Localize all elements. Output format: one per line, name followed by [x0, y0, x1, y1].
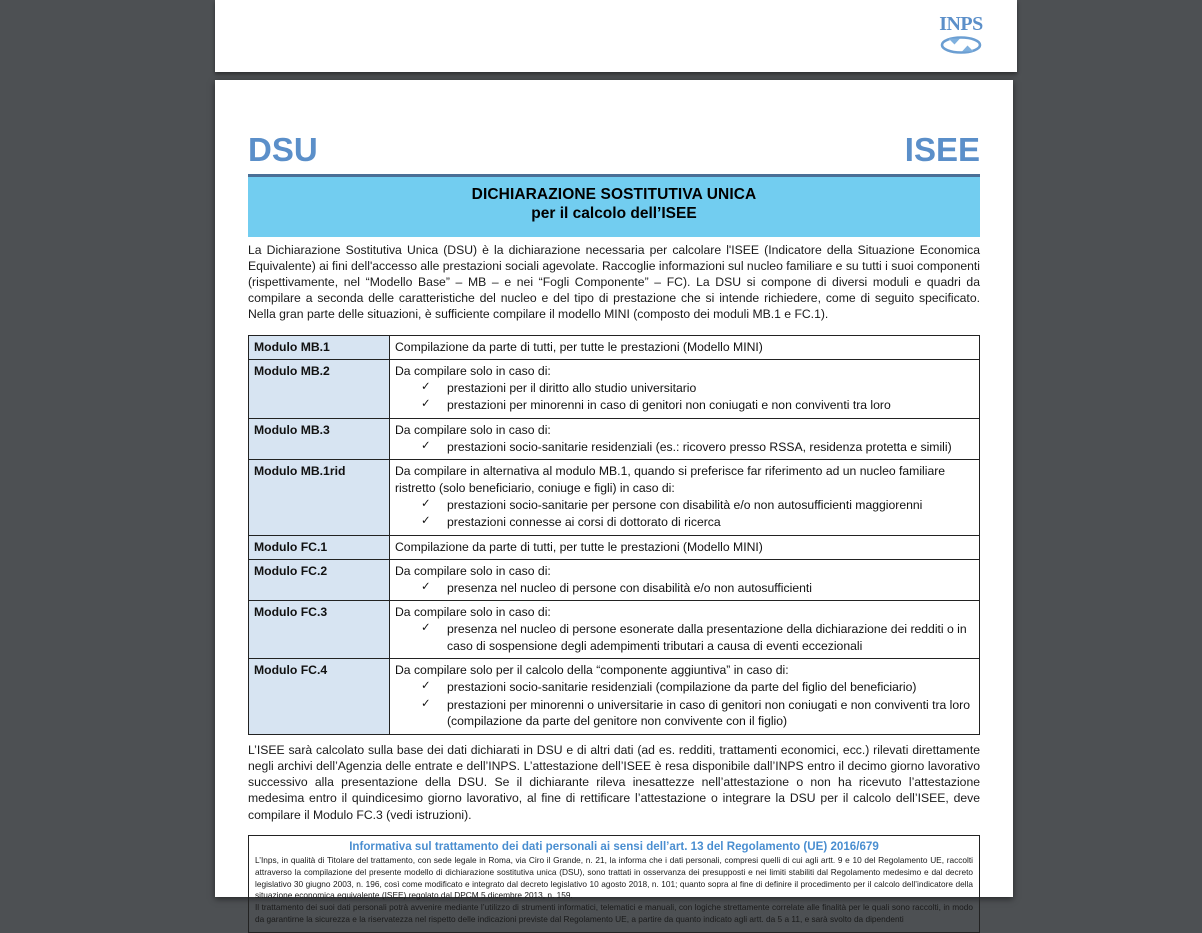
- check-icon: ✓: [421, 440, 431, 453]
- table-row: [249, 418, 980, 460]
- module-name-cell: Modulo MB.1rid: [249, 460, 390, 535]
- module-lead-text: Da compilare solo in caso di:: [395, 563, 551, 578]
- module-name-cell: Modulo MB.1: [249, 335, 390, 359]
- module-name-cell: Modulo FC.2: [249, 559, 390, 601]
- module-lead-text: Da compilare solo in caso di:: [395, 363, 551, 378]
- module-check-list: [395, 580, 974, 596]
- privacy-paragraph-2: Il trattamento dei suoi dati personali potrà avvenire mediante l’utilizzo di strumenti informatici, telematici e manuali, con logiche strettamente correlate alle finalità per le quali sono raccolti, in modo da garantirne la sicurezza e la riservatezza nel rispetto delle indicazioni previste dal Regolamento UE, a partire da quanto indicato agli artt. da 5 a 11, e sarà svolto da dipendenti: [255, 902, 973, 925]
- module-check-list: [395, 679, 974, 729]
- banner-title-line2: per il calcolo dell’ISEE: [531, 205, 697, 223]
- module-desc-cell: [390, 559, 980, 601]
- module-desc-cell: [390, 601, 980, 659]
- list-item-text: prestazioni per minorenni in caso di genitori non coniugati e non conviventi tra loro: [447, 398, 891, 413]
- list-item: [421, 497, 974, 513]
- document-page: [215, 80, 1013, 925]
- document-banner: [248, 174, 980, 237]
- check-icon: ✓: [421, 380, 431, 393]
- module-desc-cell: [390, 460, 980, 535]
- check-icon: ✓: [421, 622, 431, 635]
- module-check-list: [395, 439, 974, 455]
- privacy-notice-title: Informativa sul trattamento dei dati personali ai sensi dell’art. 13 del Regolamento (UE) 2016/679: [349, 840, 879, 854]
- check-icon: ✓: [421, 580, 431, 593]
- module-desc-cell: [390, 535, 980, 559]
- module-lead-text: Compilazione da parte di tutti, per tutte le prestazioni (Modello MINI): [395, 339, 763, 354]
- table-row: [249, 601, 980, 659]
- check-icon: ✓: [421, 515, 431, 528]
- list-item-text: presenza nel nucleo di persone con disabilità e/o non autosufficienti: [447, 580, 812, 595]
- module-desc-cell: [390, 359, 980, 418]
- table-row: [249, 559, 980, 601]
- table-row: [249, 335, 980, 359]
- banner-title-line1: DICHIARAZIONE SOSTITUTIVA UNICA: [471, 186, 757, 203]
- check-icon: ✓: [421, 697, 431, 710]
- inps-logo: [933, 14, 989, 60]
- check-icon: ✓: [421, 680, 431, 693]
- check-icon: ✓: [421, 398, 431, 411]
- check-icon: ✓: [421, 497, 431, 510]
- module-check-list: [395, 621, 974, 654]
- module-lead-text: Da compilare in alternativa al modulo MB.1, quando si preferisce far riferimento ad un nucleo familiare ristretto (solo beneficiario, coniuge e figli) in caso di:: [395, 464, 946, 495]
- module-lead-text: Da compilare solo per il calcolo della “componente aggiuntiva” in caso di:: [395, 663, 789, 678]
- list-item: [421, 514, 974, 530]
- module-lead-text: Compilazione da parte di tutti, per tutte le prestazioni (Modello MINI): [395, 539, 763, 554]
- table-row: [249, 359, 980, 418]
- module-name-cell: Modulo MB.2: [249, 359, 390, 418]
- page-title-isee: ISEE: [904, 131, 980, 168]
- module-lead-text: Da compilare solo in caso di:: [395, 422, 551, 437]
- list-item: [421, 580, 974, 596]
- module-name-cell: Modulo FC.4: [249, 659, 390, 735]
- module-lead-text: Da compilare solo in caso di:: [395, 605, 551, 620]
- list-item-text: prestazioni socio-sanitarie residenziali (es.: ricovero presso RSSA, residenza protetta e simili): [447, 440, 952, 455]
- page-title-row: [248, 132, 980, 166]
- list-item: [421, 439, 974, 455]
- list-item: [421, 397, 974, 413]
- module-desc-cell: [390, 659, 980, 735]
- inps-logo-text: INPS: [939, 13, 983, 35]
- intro-paragraph: La Dichiarazione Sostitutiva Unica (DSU) è la dichiarazione necessaria per calcolare l'ISEE (Indicatore della Situazione Economica Equivalente) ai fini dell'accesso alle prestazioni sociali agevolate. Raccoglie informazioni sul nucleo familiare e su tutti i suoi componenti (rispettivamente, nel “Modello Base” – MB – e nei “Fogli Componente” – FC). La DSU si compone di diversi moduli e quadri da compilare a seconda delle caratteristiche del nucleo e del tipo di prestazione che si intende richiedere, come di seguito specificato. Nella gran parte delle situazioni, è sufficiente compilare il modello MINI (composto dei moduli MB.1 e FC.1).: [248, 242, 980, 322]
- module-name-cell: Modulo FC.3: [249, 601, 390, 659]
- list-item: [421, 380, 974, 396]
- table-row: [249, 535, 980, 559]
- table-row: [249, 659, 980, 735]
- privacy-notice-box: [248, 835, 980, 933]
- module-name-cell: Modulo MB.3: [249, 418, 390, 460]
- list-item: [421, 697, 974, 730]
- privacy-paragraph-1: L’Inps, in qualità di Titolare del trattamento, con sede legale in Roma, via Ciro il Grande, n. 21, la informa che i dati personali, compresi quelli di cui agli artt. 9 e 10 del Regolamento UE, raccolti attraverso la compilazione del presente modello di dichiarazione sostitutiva unica (DSU), sono trattati in osservanza dei presupposti e nei limiti stabiliti dal Regolamento medesimo e dal decreto legislativo 30 giugno 2003, n. 196, così come modificato e integrato dal decreto legislativo 10 agosto 2018, n. 101; quanto sopra al fine di definire il procedimento per il calcolo dell’indicatore della situazione economica equivalente (ISEE) regolato dal DPCM 5 dicembre 2013, n. 159.: [255, 855, 973, 901]
- list-item-text: presenza nel nucleo di persone esonerate dalla presentazione della dichiarazione dei redditi o in caso di sospensione degli adempimenti tributari a causa di eventi eccezionali: [447, 622, 967, 653]
- module-desc-cell: [390, 418, 980, 460]
- modules-table: [248, 335, 980, 735]
- module-name-cell: Modulo FC.1: [249, 535, 390, 559]
- module-check-list: [395, 497, 974, 531]
- module-desc-cell: [390, 335, 980, 359]
- list-item-text: prestazioni connesse ai corsi di dottorato di ricerca: [447, 515, 721, 530]
- page-title-dsu: DSU: [248, 131, 318, 168]
- list-item: [421, 679, 974, 695]
- closing-paragraph: L’ISEE sarà calcolato sulla base dei dati dichiarati in DSU e di altri dati (ad es. redditi, trattamenti economici, ecc.) rilevati direttamente negli archivi dell’Agenzia delle entrate e dell’INPS. L’attestazione dell’ISEE è resa disponibile dall’INPS entro il decimo giorno lavorativo successivo alla presentazione della DSU. Se il dichiarante rileva inesattezze nell’attestazione o non ha ricevuto l’attestazione medesima entro il quindicesimo giorno lavorativo, al fine di rettificare l’attestazione o integrare la DSU per il calcolo dell’ISEE, deve compilare il Modulo FC.3 (vedi istruzioni).: [248, 742, 980, 822]
- table-row: [249, 460, 980, 535]
- inps-swoosh-icon: [939, 35, 983, 55]
- modules-table-body: [249, 335, 980, 734]
- list-item: [421, 621, 974, 654]
- document-page-header-strip: [215, 0, 1017, 72]
- list-item-text: prestazioni socio-sanitarie residenziali (compilazione da parte del figlio del beneficiario): [447, 680, 917, 695]
- list-item-text: prestazioni socio-sanitarie per persone con disabilità e/o non autosufficienti maggiorenni: [447, 497, 923, 512]
- list-item-text: prestazioni per il diritto allo studio universitario: [447, 380, 697, 395]
- list-item-text: prestazioni per minorenni o universitarie in caso di genitori non coniugati e non conviventi tra loro (compilazione da parte del genitore non convivente con il figlio): [447, 697, 971, 729]
- module-check-list: [395, 380, 974, 414]
